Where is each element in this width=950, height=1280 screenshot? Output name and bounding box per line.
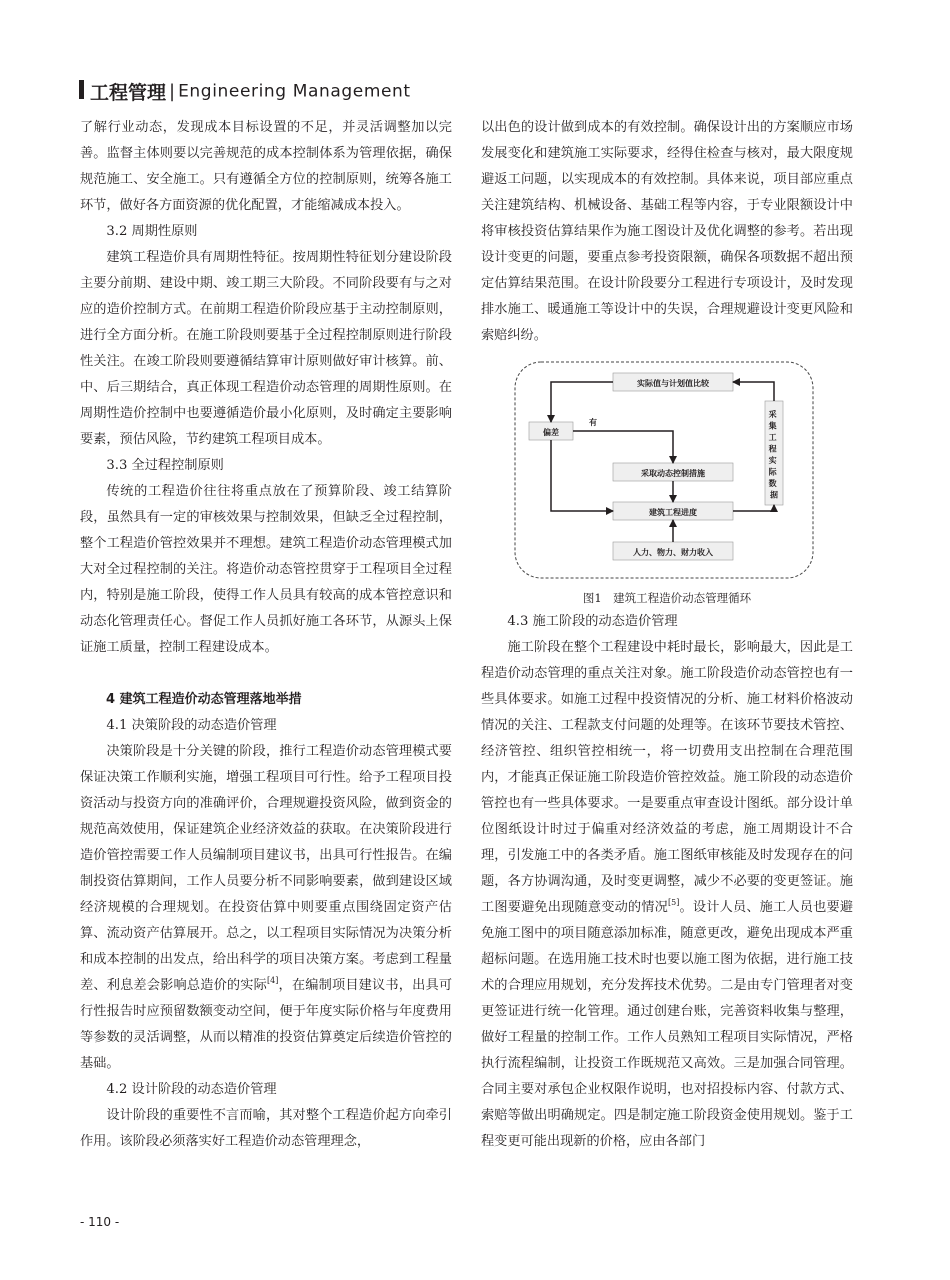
citation-5: [5]: [668, 898, 680, 907]
section-heading-4-1: 4.1 决策阶段的动态造价管理: [106, 718, 277, 733]
left-column: [80, 115, 452, 1155]
paragraph-design-continued: 以出色的设计做到成本的有效控制。确保设计出的方案顺应市场发展变化和建筑施工实际要求，经得住检查与核对，最大限度规避返工问题，以实现成本的有效控制。具体来说，项目部应重点关注建筑结构、机械设备、基础工程等内容，于专业限额设计中将审核投资估算结果作为施工图设计及优化调整的参考。若出现设计变更的问题，要重点参考投资限额，确保各项数据不超出预定估算结果范围。在设计阶段要分工程进行专项设计，及时发现排水施工、暖通施工等设计中的失误，合理规避设计变更风险和索赔纠纷。: [481, 120, 853, 343]
section-heading-3-2: 3.2 周期性原则: [106, 224, 198, 239]
page-number: - 110 -: [80, 1215, 120, 1229]
arrow-progress-to-collect: [733, 505, 774, 511]
box-deviation-label: 偏差: [543, 428, 559, 437]
box-progress-label: 建筑工程进度: [649, 508, 697, 517]
header-bar-mark: [79, 80, 84, 99]
side-char: 际: [768, 467, 777, 477]
paragraph-design-stage: 设计阶段的重要性不言而喻，其对整个工程造价起方向牵引作用。该阶段必须落实好工程造价动态管理理念，: [80, 1108, 452, 1149]
side-char: 数: [768, 479, 777, 488]
arrow-collect-to-compare: [733, 382, 774, 401]
box-input-label: 人力、物力、财力收入: [633, 548, 713, 557]
side-char: 实: [768, 456, 777, 465]
paragraph-full-process: 传统的工程造价往往将重点放在了预算阶段、竣工结算阶段，虽然具有一定的审核效果与控制效果，但缺乏全过程控制，整个工程造价管控效果并不理想。建筑工程造价动态管理模式加大对全过程控制的关注。将造价动态管控贯穿于工程项目全过程内，特别是施工阶段，使得工作人员具有较高的成本管控意识和动态化管理责任心。督促工作人员抓好施工各环节，从源头上保证施工质量，控制工程建设成本。: [80, 484, 452, 655]
side-char: 工: [768, 433, 777, 442]
figure-caption: 图1 建筑工程造价动态管理循环: [582, 591, 752, 605]
paragraph-construction-stage: [481, 635, 853, 1155]
arrow-deviation-to-progress: [551, 440, 613, 511]
box-compare-label: 实际值与计划值比较: [637, 379, 709, 388]
dynamic-management-cycle-figure: [511, 359, 817, 583]
section-heading-4: 4 建筑工程造价动态管理落地举措: [106, 692, 302, 707]
page-header: [79, 78, 411, 102]
header-title-cn: 工程管理: [90, 82, 167, 104]
side-char: 据: [770, 490, 778, 500]
section-heading-4-3: 4.3 施工阶段的动态造价管理: [507, 614, 678, 629]
paragraph-decision-stage: [80, 739, 452, 1077]
citation-4: [4]: [267, 976, 279, 985]
arrow-compare-to-deviation: [551, 382, 613, 422]
paragraph-decision-stage-b: ，在编制项目建议书，出具可行性报告时应预留数额变动空间，便于年度实际价格与年度费用等参数的灵活调整，从而以精准的投资估算奠定后续造价管控的基础。: [80, 978, 453, 1071]
section-heading-4-2: 4.2 设计阶段的动态造价管理: [106, 1082, 277, 1097]
side-char: 程: [768, 444, 777, 454]
paragraph-construction-stage-b: 。设计人员、施工人员也要避免施工图中的项目随意添加标准，随意更改，避免出现成本严重超标问题。在选用施工技术时也要以施工图为依据，进行施工技术的合理应用规划，充分发挥技术优势。二是由专门管理者对变更签证进行统一化管理。通过创建台账，完善资料收集与整理，做好工程量的控制工作。工作人员熟知工程项目实际情况，严格执行流程编制，让投资工作既规范又高效。三是加强合同管理。合同主要对承包企业权限作说明，也对招投标内容、付款方式、索赔等做出明确规定。四是制定施工阶段资金使用规划。鉴于工程变更可能出现新的价格，应由各部门: [481, 900, 854, 1149]
box-measures-label: 采取动态控制措施: [641, 469, 705, 478]
paragraph-continued: 了解行业动态，发现成本目标设置的不足，并灵活调整加以完善。监督主体则要以完善规范的成本控制体系为管理依据，确保规范施工、安全施工。只有遵循全方位的控制原则，统筹各施工环节，做好各方面资源的优化配置，才能缩减成本投入。: [80, 120, 452, 213]
header-title-en: Engineering Management: [178, 81, 411, 102]
header-separator: |: [169, 81, 176, 102]
side-char: 集: [768, 421, 777, 431]
label-yes: 有: [589, 418, 597, 427]
paragraph-decision-stage-a: 决策阶段是十分关键的阶段，推行工程造价动态管理模式要保证决策工作顺利实施，增强工程项目可行性。给予工程项目投资活动与投资方向的准确评价，合理规避投资风险，做到资金的规范高效使用，保证建筑企业经济效益的获取。在决策阶段进行造价管控需要工作人员编制项目建议书，出具可行性报告。在编制投资估算期间，工作人员要分析不同影响要素，做到建设区域经济规模的合理规划。在投资估算中则要重点围绕固定资产估算、流动资产估算展开。总之，以工程项目实际情况为决策分析和成本控制的出发点，给出科学的项目决策方案。考虑到工程量差、利息差会影响总造价的实际: [80, 744, 452, 993]
paragraph-construction-stage-a: 施工阶段在整个工程建设中耗时最长，影响最大，因此是工程造价动态管理的重点关注对象。施工阶段造价动态管控也有一些具体要求。如施工过程中投资情况的分析、施工材料价格波动情况的关注、工程款支付问题的处理等。在该环节要技术管控、经济管控、组织管控相统一，将一切费用支出控制在合理范围内，才能真正保证施工阶段造价管控效益。施工阶段的动态造价管控也有一些具体要求。一是要重点审查设计图纸。部分设计单位图纸设计时过于偏重对经济效益的考虑，施工周期设计不合理，引发施工中的各类矛盾。施工图纸审核能及时发现存在的问题，各方协调沟通，及时变更调整，减少不必要的变更签证。施工图要避免出现随意变动的情况: [481, 640, 853, 915]
right-column: [481, 115, 853, 1155]
paragraph-periodicity: 建筑工程造价具有周期性特征。按周期性特征划分建设阶段主要分前期、建设中期、竣工期三大阶段。不同阶段要有与之对应的造价控制方式。在前期工程造价阶段应基于主动控制原则，进行全方面分析。在施工阶段则要基于全过程控制原则进行阶段性关注。在竣工阶段则要遵循结算审计原则做好审计核算。前、中、后三期结合，真正体现工程造价动态管理的周期性原则。在周期性造价控制中也要遵循造价最小化原则，及时确定主要影响要素，预估风险，节约建筑工程项目成本。: [80, 250, 452, 447]
section-heading-3-3: 3.3 全过程控制原则: [106, 458, 224, 473]
arrow-deviation-to-measures: [573, 431, 673, 463]
side-char: 采: [768, 410, 777, 419]
